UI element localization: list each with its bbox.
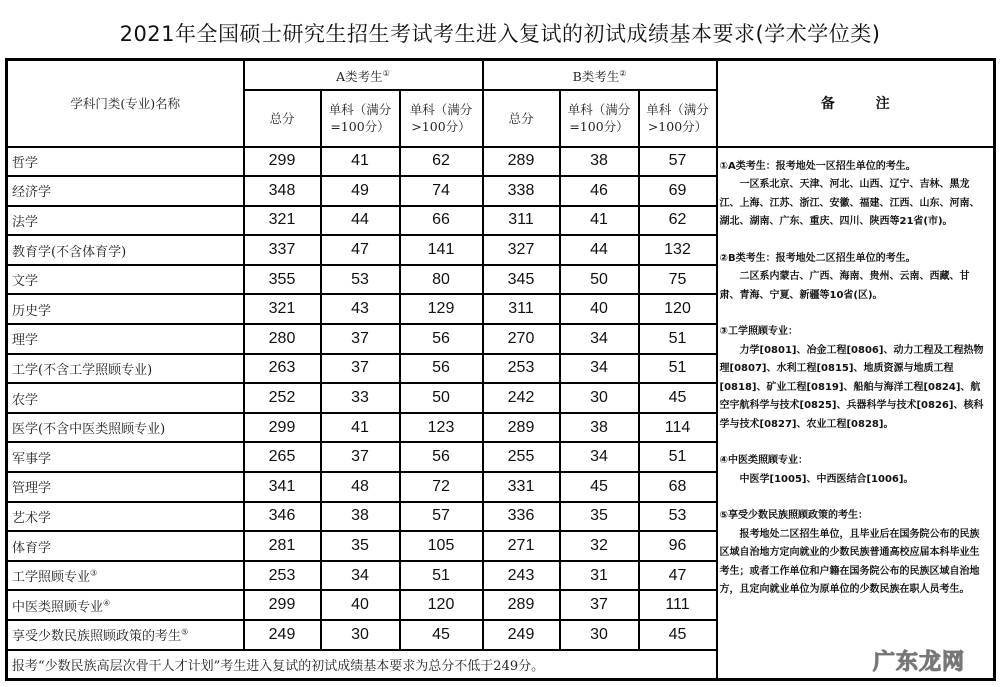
- group-b-footnote-mark: ②: [619, 68, 627, 78]
- header-a-single-100: [321, 90, 400, 147]
- a-total-cell: 252: [244, 383, 321, 413]
- a-total-cell: 281: [244, 531, 321, 561]
- b-s100-cell: 37: [560, 590, 639, 620]
- b-total-cell: 270: [483, 324, 560, 354]
- note-b-title: ②B类考生：报考地处二区招生单位的考生。: [719, 252, 916, 264]
- b-sgt100-cell: 51: [639, 442, 717, 472]
- b-total-cell: 242: [483, 383, 560, 413]
- b-s100-cell: 50: [560, 265, 639, 295]
- header-b-single-100-line1: 单科（满分: [567, 102, 631, 117]
- group-a-footnote-mark: ①: [382, 68, 390, 78]
- subject-name: 文学: [12, 274, 39, 290]
- b-s100-cell: 35: [560, 502, 639, 532]
- group-a-label: A类考生: [336, 68, 383, 84]
- b-sgt100-cell: 47: [639, 561, 717, 591]
- subject-name-cell: [7, 324, 244, 354]
- subject-name: 理学: [12, 333, 39, 349]
- subject-name-cell: [7, 561, 244, 591]
- a-total-cell: 299: [244, 147, 321, 177]
- a-total-cell: 249: [244, 620, 321, 650]
- note-a-title: ①A类考生：报考地处一区招生单位的考生。: [719, 160, 916, 172]
- a-sgt100-cell: 57: [400, 502, 483, 532]
- header-subject-name-label: 学科门类(专业)名称: [70, 95, 181, 111]
- a-s100-cell: 40: [321, 590, 400, 620]
- a-s100-cell: 41: [321, 413, 400, 443]
- note-c-title: ③工学照顾专业：: [719, 326, 798, 337]
- a-s100-cell: 37: [321, 354, 400, 384]
- subject-name: 法学: [12, 214, 39, 230]
- page-title: 2021年全国硕士研究生招生考试考生进入复试的初试成绩基本要求(学术学位类): [119, 22, 881, 46]
- a-sgt100-cell: 56: [400, 442, 483, 472]
- a-s100-cell: 48: [321, 472, 400, 502]
- subject-name: 医学(不含中医类照顾专业): [12, 422, 166, 438]
- b-total-cell: 289: [483, 147, 560, 177]
- a-total-cell: 299: [244, 590, 321, 620]
- subject-name: 工学照顾专业: [12, 570, 91, 586]
- note-d-body: 中医学[1005]、中西医结合[1006]。: [739, 473, 914, 485]
- header-subject-name: [7, 60, 244, 147]
- a-total-cell: 341: [244, 472, 321, 502]
- a-sgt100-cell: 51: [400, 561, 483, 591]
- note-a-class: [720, 158, 990, 232]
- a-total-cell: 321: [244, 206, 321, 236]
- note-a-body: 一区系北京、天津、河北、山西、辽宁、吉林、黑龙江、上海、江苏、浙江、安徽、福建、江西、山东、河南、湖北、湖南、广东、重庆、四川、陕西等21省(市)。: [719, 179, 980, 227]
- subject-name-cell: [7, 354, 244, 384]
- table-row: [7, 147, 995, 177]
- a-s100-cell: 35: [321, 531, 400, 561]
- a-total-cell: 346: [244, 502, 321, 532]
- b-sgt100-cell: 120: [639, 294, 717, 324]
- a-sgt100-cell: 62: [400, 147, 483, 177]
- b-s100-cell: 31: [560, 561, 639, 591]
- header-b-single-gt100-line1: 单科（满分: [646, 102, 709, 117]
- b-sgt100-cell: 75: [639, 265, 717, 295]
- subject-name: 中医类照顾专业: [12, 599, 104, 615]
- subject-name: 军事学: [12, 451, 52, 467]
- a-total-cell: 263: [244, 354, 321, 384]
- header-b-single-100: [560, 90, 639, 147]
- a-sgt100-cell: 123: [400, 413, 483, 443]
- subject-name-cell: [7, 620, 244, 650]
- score-requirements-table: [5, 58, 996, 681]
- b-total-cell: 289: [483, 413, 560, 443]
- a-sgt100-cell: 80: [400, 265, 483, 295]
- b-total-cell: 249: [483, 620, 560, 650]
- a-total-cell: 265: [244, 442, 321, 472]
- b-total-cell: 289: [483, 590, 560, 620]
- a-s100-cell: 49: [321, 176, 400, 206]
- remarks-cell: [717, 147, 995, 680]
- subject-name: 哲学: [12, 155, 39, 171]
- header-a-single-gt100-line1: 单科（满分: [409, 102, 473, 117]
- header-a-total: 总分: [244, 90, 321, 147]
- header-a-single-100-line2: =100分）: [330, 119, 390, 134]
- a-s100-cell: 34: [321, 561, 400, 591]
- b-s100-cell: 40: [560, 294, 639, 324]
- a-sgt100-cell: 105: [400, 531, 483, 561]
- header-group-a: [244, 60, 483, 90]
- b-total-cell: 327: [483, 235, 560, 265]
- subject-name: 教育学(不含体育学): [12, 244, 127, 260]
- note-d-title: ④中医类照顾专业：: [719, 455, 808, 466]
- a-sgt100-cell: 120: [400, 590, 483, 620]
- subject-name: 享受少数民族照顾政策的考生: [12, 629, 182, 645]
- subject-name-cell: [7, 413, 244, 443]
- a-sgt100-cell: 50: [400, 383, 483, 413]
- b-sgt100-cell: 51: [639, 354, 717, 384]
- b-s100-cell: 34: [560, 442, 639, 472]
- b-s100-cell: 41: [560, 206, 639, 236]
- group-b-label: B类考生: [572, 68, 620, 84]
- subject-name: 艺术学: [12, 510, 52, 526]
- footnote-mark: ⑤: [181, 627, 189, 637]
- note-b-body: 二区系内蒙古、广西、海南、贵州、云南、西藏、甘肃、青海、宁夏、新疆等10省(区)。: [719, 271, 970, 301]
- header-a-single-100-line1: 单科（满分: [328, 102, 392, 117]
- a-sgt100-cell: 56: [400, 324, 483, 354]
- b-s100-cell: 30: [560, 620, 639, 650]
- header-remarks: 备 注: [717, 60, 995, 147]
- b-total-cell: 253: [483, 354, 560, 384]
- b-sgt100-cell: 96: [639, 531, 717, 561]
- header-row-1: [7, 60, 995, 90]
- b-sgt100-cell: 51: [639, 324, 717, 354]
- watermark-logo: 广东龙网: [872, 649, 965, 675]
- b-s100-cell: 44: [560, 235, 639, 265]
- footnote-mark: ④: [103, 598, 111, 608]
- header-group-b: [483, 60, 717, 90]
- b-total-cell: 331: [483, 472, 560, 502]
- b-s100-cell: 38: [560, 147, 639, 177]
- footer-note: 报考“少数民族高层次骨干人才计划”考生进入复试的初试成绩基本要求为总分不低于249分。: [7, 650, 717, 680]
- a-s100-cell: 53: [321, 265, 400, 295]
- a-s100-cell: 38: [321, 502, 400, 532]
- b-sgt100-cell: 114: [639, 413, 717, 443]
- a-s100-cell: 33: [321, 383, 400, 413]
- b-sgt100-cell: 111: [639, 590, 717, 620]
- subject-name: 经济学: [12, 185, 52, 201]
- a-s100-cell: 43: [321, 294, 400, 324]
- b-s100-cell: 34: [560, 354, 639, 384]
- b-sgt100-cell: 45: [639, 383, 717, 413]
- b-sgt100-cell: 53: [639, 502, 717, 532]
- subject-name-cell: [7, 531, 244, 561]
- note-minority-policy: [720, 507, 990, 600]
- subject-name-cell: [7, 147, 244, 177]
- b-s100-cell: 30: [560, 383, 639, 413]
- header-b-single-gt100-line2: >100分）: [647, 119, 708, 134]
- b-total-cell: 271: [483, 531, 560, 561]
- b-total-cell: 338: [483, 176, 560, 206]
- a-total-cell: 348: [244, 176, 321, 206]
- a-sgt100-cell: 72: [400, 472, 483, 502]
- a-total-cell: 280: [244, 324, 321, 354]
- b-total-cell: 243: [483, 561, 560, 591]
- b-s100-cell: 45: [560, 472, 639, 502]
- note-engineering-care: [720, 323, 990, 434]
- a-s100-cell: 37: [321, 442, 400, 472]
- subject-name-cell: [7, 442, 244, 472]
- b-sgt100-cell: 62: [639, 206, 717, 236]
- b-s100-cell: 32: [560, 531, 639, 561]
- note-e-title: ⑤享受少数民族照顾政策的考生：: [719, 510, 868, 521]
- a-total-cell: 253: [244, 561, 321, 591]
- subject-name-cell: [7, 383, 244, 413]
- header-a-single-gt100: [400, 90, 483, 147]
- b-sgt100-cell: 57: [639, 147, 717, 177]
- header-b-total: 总分: [483, 90, 560, 147]
- a-sgt100-cell: 45: [400, 620, 483, 650]
- note-tcm-care: [720, 452, 990, 489]
- a-sgt100-cell: 129: [400, 294, 483, 324]
- a-sgt100-cell: 56: [400, 354, 483, 384]
- b-total-cell: 311: [483, 294, 560, 324]
- a-s100-cell: 41: [321, 147, 400, 177]
- b-sgt100-cell: 68: [639, 472, 717, 502]
- a-total-cell: 299: [244, 413, 321, 443]
- note-b-class: [720, 250, 990, 306]
- header-b-single-100-line2: =100分）: [569, 119, 629, 134]
- a-total-cell: 355: [244, 265, 321, 295]
- subject-name: 体育学: [12, 540, 52, 556]
- b-sgt100-cell: 45: [639, 620, 717, 650]
- subject-name: 农学: [12, 392, 39, 408]
- subject-name-cell: [7, 472, 244, 502]
- b-sgt100-cell: 132: [639, 235, 717, 265]
- a-s100-cell: 37: [321, 324, 400, 354]
- a-sgt100-cell: 141: [400, 235, 483, 265]
- note-c-body: 力学[0801]、冶金工程[0806]、动力工程及工程热物理[0807]、水利工程[0815]、地质资源与地质工程[0818]、矿业工程[0819]、船舶与海洋工程[0824]、航空宇航科学与技术[0825]、兵器科学与技术[0826]、核科学与技术[0827]、农业工程[0828]。: [719, 344, 984, 430]
- b-s100-cell: 34: [560, 324, 639, 354]
- note-e-body: 报考地处二区招生单位，且毕业后在国务院公布的民族区域自治地方定向就业的少数民族普通高校应届本科毕业生考生；或者工作单位和户籍在国务院公布的民族区域自治地方，且定向就业单位为原单位的少数民族在职人员考生。: [719, 528, 980, 595]
- a-total-cell: 321: [244, 294, 321, 324]
- subject-name-cell: [7, 206, 244, 236]
- b-total-cell: 311: [483, 206, 560, 236]
- b-sgt100-cell: 69: [639, 176, 717, 206]
- a-s100-cell: 44: [321, 206, 400, 236]
- a-sgt100-cell: 74: [400, 176, 483, 206]
- b-total-cell: 336: [483, 502, 560, 532]
- b-total-cell: 255: [483, 442, 560, 472]
- a-total-cell: 337: [244, 235, 321, 265]
- a-s100-cell: 30: [321, 620, 400, 650]
- header-b-single-gt100: [639, 90, 717, 147]
- subject-name-cell: [7, 265, 244, 295]
- subject-name-cell: [7, 502, 244, 532]
- header-a-single-gt100-line2: >100分）: [411, 119, 471, 134]
- subject-name: 管理学: [12, 481, 52, 497]
- footnote-mark: ③: [90, 568, 98, 578]
- subject-name-cell: [7, 176, 244, 206]
- a-s100-cell: 47: [321, 235, 400, 265]
- b-s100-cell: 38: [560, 413, 639, 443]
- a-sgt100-cell: 66: [400, 206, 483, 236]
- b-total-cell: 345: [483, 265, 560, 295]
- b-s100-cell: 46: [560, 176, 639, 206]
- subject-name-cell: [7, 235, 244, 265]
- subject-name: 历史学: [12, 303, 52, 319]
- subject-name: 工学(不含工学照顾专业): [12, 362, 153, 378]
- subject-name-cell: [7, 590, 244, 620]
- subject-name-cell: [7, 294, 244, 324]
